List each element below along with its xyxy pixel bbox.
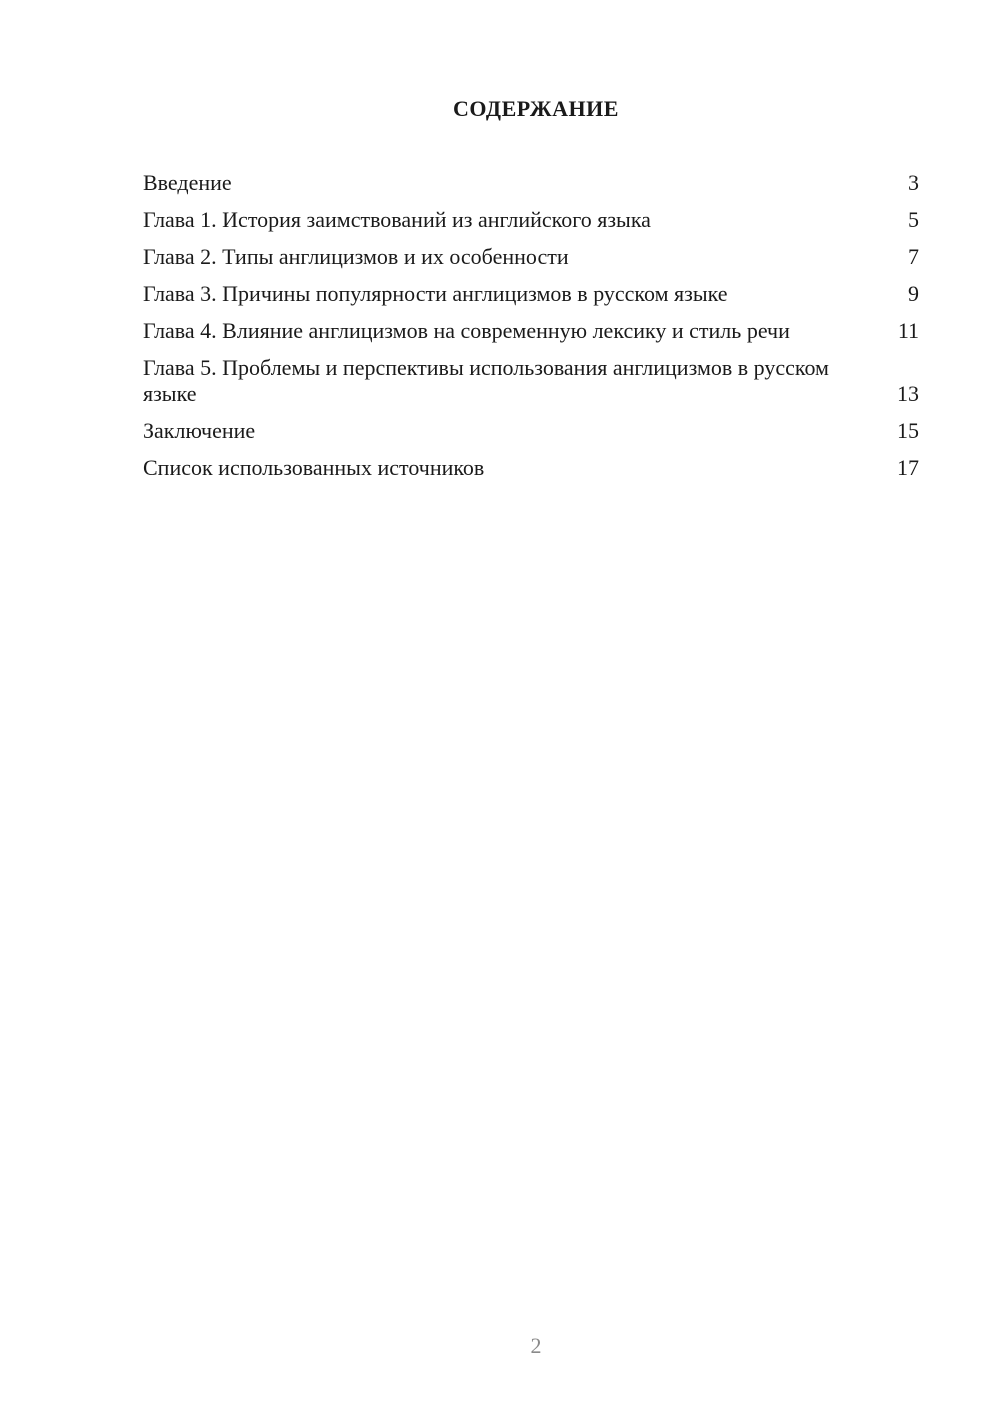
toc-entry xyxy=(143,318,919,344)
table-of-contents xyxy=(143,170,919,492)
toc-entry xyxy=(143,207,919,233)
toc-entry-label: Глава 5. Проблемы и перспективы использования англицизмов в русском языке xyxy=(143,355,829,406)
page-number: 2 xyxy=(530,1333,542,1358)
toc-entry-label: Глава 1. История заимствований из английского языка xyxy=(143,207,651,232)
toc-entry-label: Список использованных источников xyxy=(143,455,485,480)
toc-entry xyxy=(143,244,919,270)
toc-entry-page: 9 xyxy=(908,281,919,306)
toc-entry-label: Введение xyxy=(143,170,232,195)
toc-entry-label: Глава 4. Влияние англицизмов на современную лексику и стиль речи xyxy=(143,318,790,343)
toc-entry-label: Глава 3. Причины популярности англицизмов в русском языке xyxy=(143,281,728,306)
toc-entry-page: 7 xyxy=(908,244,919,269)
toc-entry-page: 3 xyxy=(908,170,919,195)
toc-entry xyxy=(143,170,919,196)
toc-entry-page: 13 xyxy=(897,381,919,406)
toc-entry xyxy=(143,418,919,444)
toc-entry xyxy=(143,281,919,307)
toc-entry xyxy=(143,355,919,407)
toc-entry-label: Заключение xyxy=(143,418,256,443)
toc-entry-page: 11 xyxy=(897,318,919,343)
toc-entry xyxy=(143,455,919,481)
toc-entry-label: Глава 2. Типы англицизмов и их особенности xyxy=(143,244,569,269)
page-title: СОДЕРЖАНИЕ xyxy=(453,96,619,121)
toc-entry-page: 5 xyxy=(908,207,919,232)
toc-entry-page: 15 xyxy=(897,418,919,443)
toc-entry-page: 17 xyxy=(897,455,919,480)
